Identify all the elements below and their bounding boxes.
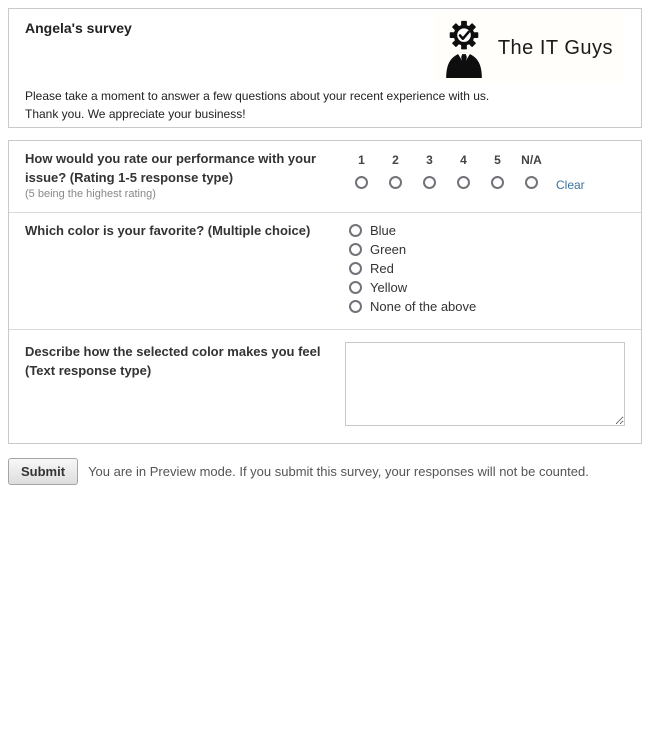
- submit-button[interactable]: Submit: [8, 458, 78, 485]
- question-choice-left: [25, 221, 345, 319]
- survey-intro: [25, 87, 625, 123]
- choice-option-yellow: [349, 281, 625, 294]
- rating-option-5: [481, 153, 514, 194]
- choice-radio[interactable]: [349, 281, 362, 294]
- rating-option-4: [447, 153, 480, 194]
- question-rating: [9, 141, 641, 212]
- question-choice-label: Which color is your favorite? (Multiple choice): [25, 223, 311, 238]
- rating-option-value: N/A: [521, 153, 542, 167]
- rating-option-value: 3: [426, 153, 433, 167]
- question-rating-left: [25, 149, 345, 202]
- choice-option-label: Yellow: [370, 279, 408, 295]
- rating-radio[interactable]: [355, 176, 368, 189]
- choice-option-label: Red: [370, 260, 394, 276]
- rating-option-value: 1: [358, 153, 365, 167]
- text-answer-input[interactable]: [345, 342, 625, 426]
- rating-scale: [345, 149, 625, 194]
- rating-option-2: [379, 153, 412, 194]
- rating-option-value: 2: [392, 153, 399, 167]
- choice-option-blue: [349, 224, 625, 237]
- question-text-right: [345, 342, 625, 431]
- question-text-label: Describe how the selected color makes you feel (Text response type): [25, 344, 321, 378]
- question-choice-right: [345, 221, 625, 319]
- question-rating-right: [345, 149, 625, 202]
- question-text: [9, 329, 641, 443]
- rating-option-value: 5: [494, 153, 501, 167]
- question-rating-note: (5 being the highest rating): [25, 188, 156, 200]
- rating-option-1: [345, 153, 378, 194]
- choice-option-label: None of the above: [370, 298, 477, 314]
- question-text-left: [25, 342, 345, 431]
- rating-radio[interactable]: [423, 176, 436, 189]
- it-person-gear-check-icon: [442, 18, 486, 78]
- choice-radio[interactable]: [349, 262, 362, 275]
- choice-option-none-of-the-above: [349, 300, 625, 313]
- survey-title: Angela's survey: [25, 20, 132, 36]
- choice-list: [345, 221, 625, 313]
- choice-option-red: [349, 262, 625, 275]
- rating-clear-link[interactable]: Clear: [556, 178, 585, 192]
- choice-option-green: [349, 243, 625, 256]
- rating-option-value: 4: [460, 153, 467, 167]
- choice-radio[interactable]: [349, 300, 362, 313]
- question-choice: [9, 212, 641, 329]
- rating-radio[interactable]: [491, 176, 504, 189]
- survey-header-card: [8, 8, 642, 128]
- choice-radio[interactable]: [349, 243, 362, 256]
- rating-option-na: [515, 153, 548, 194]
- rating-radio[interactable]: [457, 176, 470, 189]
- choice-option-label: Green: [370, 241, 407, 257]
- survey-footer: [8, 458, 642, 485]
- intro-line-1: Please take a moment to answer a few questions about your recent experience with us.: [25, 89, 490, 103]
- intro-line-2: Thank you. We appreciate your business!: [25, 107, 246, 121]
- rating-option-3: [413, 153, 446, 194]
- choice-option-label: Blue: [370, 222, 397, 238]
- preview-mode-notice: You are in Preview mode. If you submit this survey, your responses will not be counted.: [88, 464, 589, 479]
- question-rating-label: How would you rate our performance with your issue? (Rating 1-5 response type): [25, 151, 317, 185]
- rating-radio[interactable]: [389, 176, 402, 189]
- rating-radio[interactable]: [525, 176, 538, 189]
- choice-radio[interactable]: [349, 224, 362, 237]
- survey-questions-card: [8, 140, 642, 444]
- brand-logo: [434, 12, 623, 82]
- brand-name: The IT Guys: [497, 36, 613, 59]
